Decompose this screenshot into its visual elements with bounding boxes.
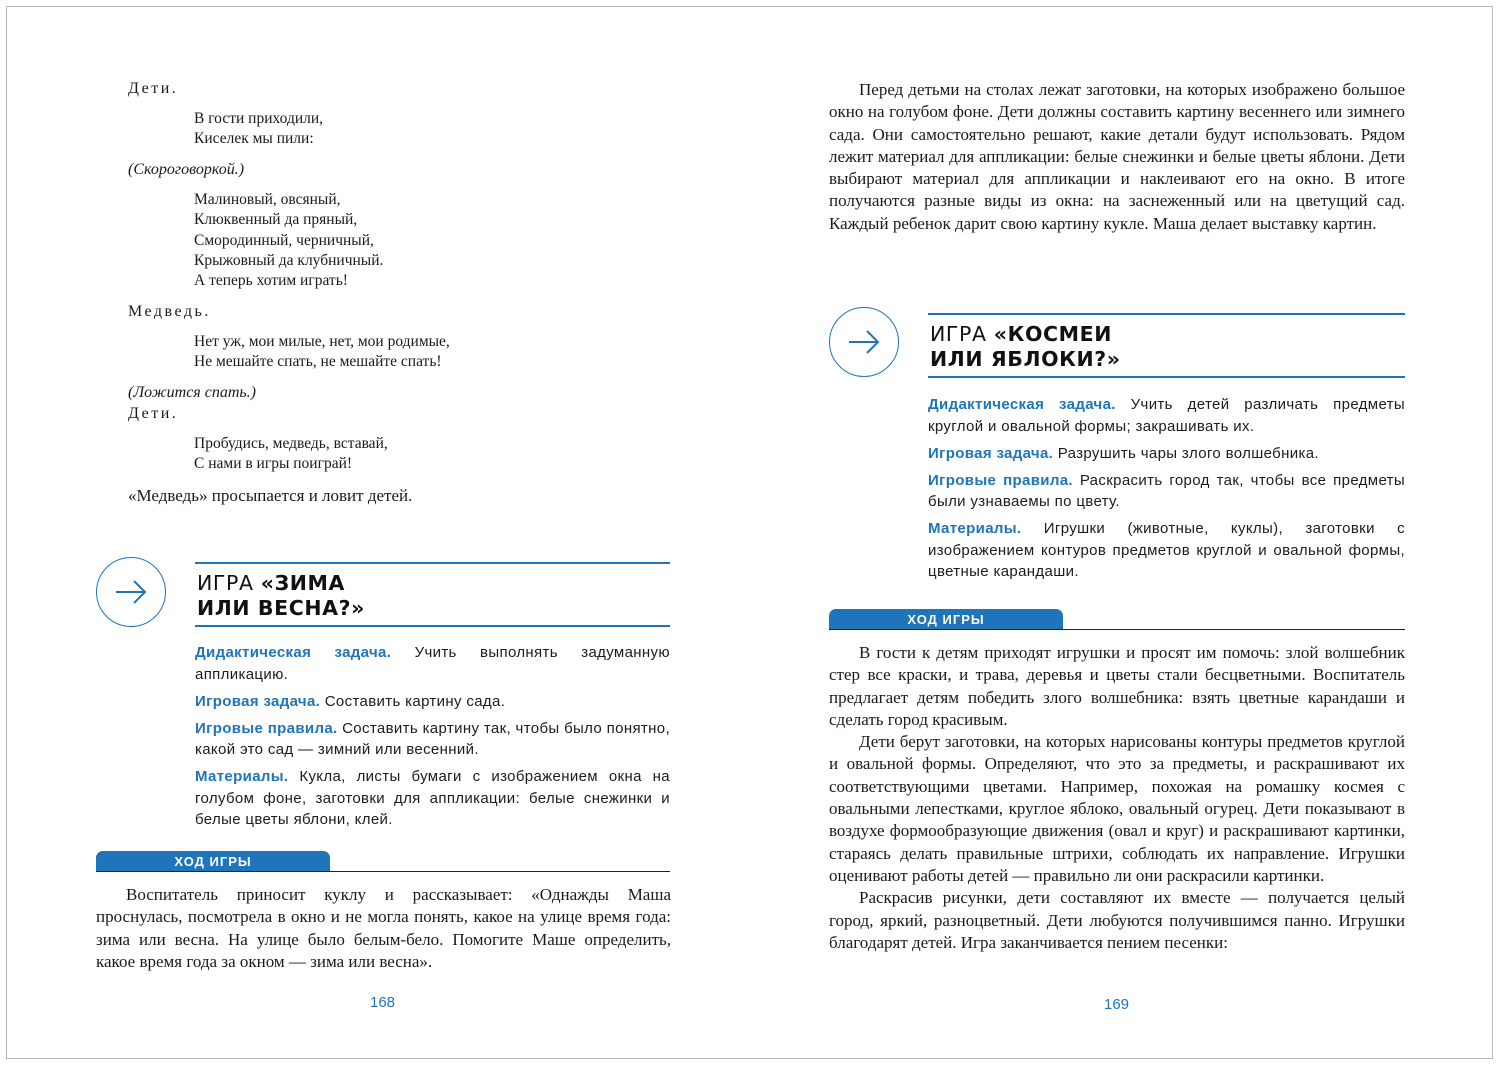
game-marker-circle (96, 557, 166, 627)
game-keyword: ИГРА (197, 571, 261, 595)
game-rules-label: Игровые правила. (195, 719, 338, 737)
materials-text: Игрушки (животные, куклы), заготовки с изображением контуров предметов круглой и овальной формы, цветные карандаши. (928, 520, 1405, 580)
game-keyword: ИГРА (930, 322, 994, 346)
intro-text (829, 79, 1405, 235)
materials (928, 518, 1405, 583)
verse-line: Малиновый, овсяный, (194, 191, 341, 208)
course-heading: ХОД ИГРЫ (96, 851, 330, 871)
arrow-right-icon (847, 330, 881, 354)
didactic-task-text: Учить выполнять задуманную аппликацию. (195, 644, 670, 683)
verse-line: Пробудись, медведь, вставай, (194, 435, 388, 452)
didactic-task (195, 642, 670, 685)
stage-direction-2: (Ложится спать.) (128, 384, 257, 401)
play-task (195, 691, 670, 713)
speaker-children-1: Дети. (128, 80, 179, 97)
verse-line: Не мешайте спать, не мешайте спать! (194, 353, 442, 371)
verse-3 (194, 332, 450, 373)
verse-line: Киселек мы пили: (194, 130, 314, 148)
verse-line: А теперь хотим играть! (194, 272, 348, 290)
verse-2 (194, 190, 383, 291)
course-paragraph: Воспитатель приносит куклу и рассказывает: «Однажды Маша проснулась, посмотрела в окно и не могла понять, какое на улице время года: зима или весна. На улице было белым-бело. Помогите Маше определить, какое время года за окном — зима или весна». (96, 885, 671, 971)
play-task-label: Игровая задача. (195, 692, 321, 710)
closing-line: «Медведь» просыпается и ловит детей. (128, 486, 413, 505)
course-heading-rule (96, 871, 670, 872)
page-number: 169 (1104, 996, 1130, 1013)
verse-4 (194, 434, 388, 475)
course-paragraph: В гости к детям приходят игрушки и просят им помочь: злой волшебник стер все краски, и трава, деревья и цветы стали бесцветными. Воспитатель предлагает детям победить злого волшебника: взять цветные карандаши и сделать город красивым. (829, 643, 1405, 729)
course-heading-rule (829, 629, 1405, 630)
game-rules-text: Составить картину так, чтобы было понятно, какой это сад — зимний или весенний. (195, 719, 671, 758)
play-task-text: Составить картину сада. (320, 692, 506, 710)
game-tasks (195, 642, 670, 836)
stage-direction-1: (Скороговоркой.) (128, 161, 245, 178)
speaker-bear: Медведь. (128, 303, 211, 320)
materials-label: Материалы. (195, 768, 289, 785)
didactic-task (928, 394, 1405, 437)
verse-line: Нет уж, мои милые, нет, мои родимые, (194, 333, 450, 350)
course-paragraph: Дети берут заготовки, на которых нарисованы контуры предметов круглой и овальной формы. Определяют, что это за предметы, и раскрашивают их соответствующими цветами. Например, похожая на ромашку космея с овальными лепестками, круглое яблоко, овальный огурец. Дети показывают в воздухе формообразующие движения (овал и круг) и раскрашивают картинки, стараясь делать правильные штрихи, соблюдать их направление. Игрушки оценивают работы детей — правильно ли они раскрасили картинки. (829, 732, 1405, 885)
game-marker-circle (829, 307, 899, 377)
didactic-task-label: Дидактическая задача. (928, 396, 1116, 413)
game-title-bottom-rule (195, 625, 670, 627)
game-name-line2: ИЛИ ВЕСНА?» (197, 596, 365, 620)
course-paragraph: Раскрасив рисунки, дети составляют их вместе — получается целый город, яркий, разноцветный. Дети любуются получившимся панно. Игрушки благодарят детей. Игра заканчивается пением песенки: (829, 888, 1405, 952)
game-title-top-rule (195, 562, 670, 564)
game-title-bottom-rule (928, 376, 1405, 378)
materials-label: Материалы. (928, 520, 1022, 537)
game-tasks (928, 394, 1405, 588)
play-task-label: Игровая задача. (928, 444, 1054, 462)
game-rules-label: Игровые правила. (928, 471, 1073, 489)
course-heading: ХОД ИГРЫ (829, 609, 1063, 629)
game-rules (195, 718, 670, 761)
verse-line: Смородинный, черничный, (194, 231, 374, 249)
materials (195, 766, 670, 831)
game-rules (928, 470, 1405, 513)
page-number: 168 (370, 994, 396, 1011)
course-body (829, 642, 1405, 954)
materials-text: Кукла, листы бумаги с изображением окна на голубом фоне, заготовки для аппликации: белые снежинки и белые цветы яблони, клей. (195, 768, 670, 828)
verse-1 (194, 109, 323, 150)
verse-line: Клюквенный да пряный, (194, 211, 358, 229)
course-body (96, 884, 671, 973)
arrow-right-icon (114, 580, 148, 604)
play-task (928, 443, 1405, 465)
game-title-top-rule (928, 313, 1405, 315)
verse-line: С нами в игры поиграй! (194, 455, 353, 473)
intro-paragraph: Перед детьми на столах лежат заготовки, на которых изображено большое окно на голубом фоне. Дети должны составить картину весеннего или зимнего сада. Они самостоятельно решают, какие детали будут использовать. Рядом лежит материал для аппликации: белые снежинки и белые цветы яблони. Дети выбирают материал для аппликации и наклеивают его на окно. В итоге получаются разные виды из окна: на заснеженный или на цветущий сад. Каждый ребенок дарит свою картину кукле. Маша делает выставку картин. (829, 80, 1405, 233)
didactic-task-label: Дидактическая задача. (195, 644, 392, 661)
game-name-line1: «ЗИМА (260, 571, 345, 595)
game-rules-text: Раскрасить город так, чтобы все предметы были узнаваемы по цвету. (928, 471, 1405, 510)
game-name-line1: «КОСМЕИ (993, 322, 1112, 346)
game-title (197, 571, 365, 621)
play-task-text: Разрушить чары злого волшебника. (1053, 444, 1319, 462)
verse-line: Крыжовный да клубничный. (194, 251, 384, 269)
verse-line: В гости приходили, (194, 110, 324, 127)
didactic-task-text: Учить детей различать предметы круглой и овальной формы; закрашивать их. (928, 396, 1405, 435)
speaker-children-2: Дети. (128, 405, 179, 422)
game-title (930, 322, 1121, 372)
game-name-line2: ИЛИ ЯБЛОКИ?» (930, 347, 1121, 371)
